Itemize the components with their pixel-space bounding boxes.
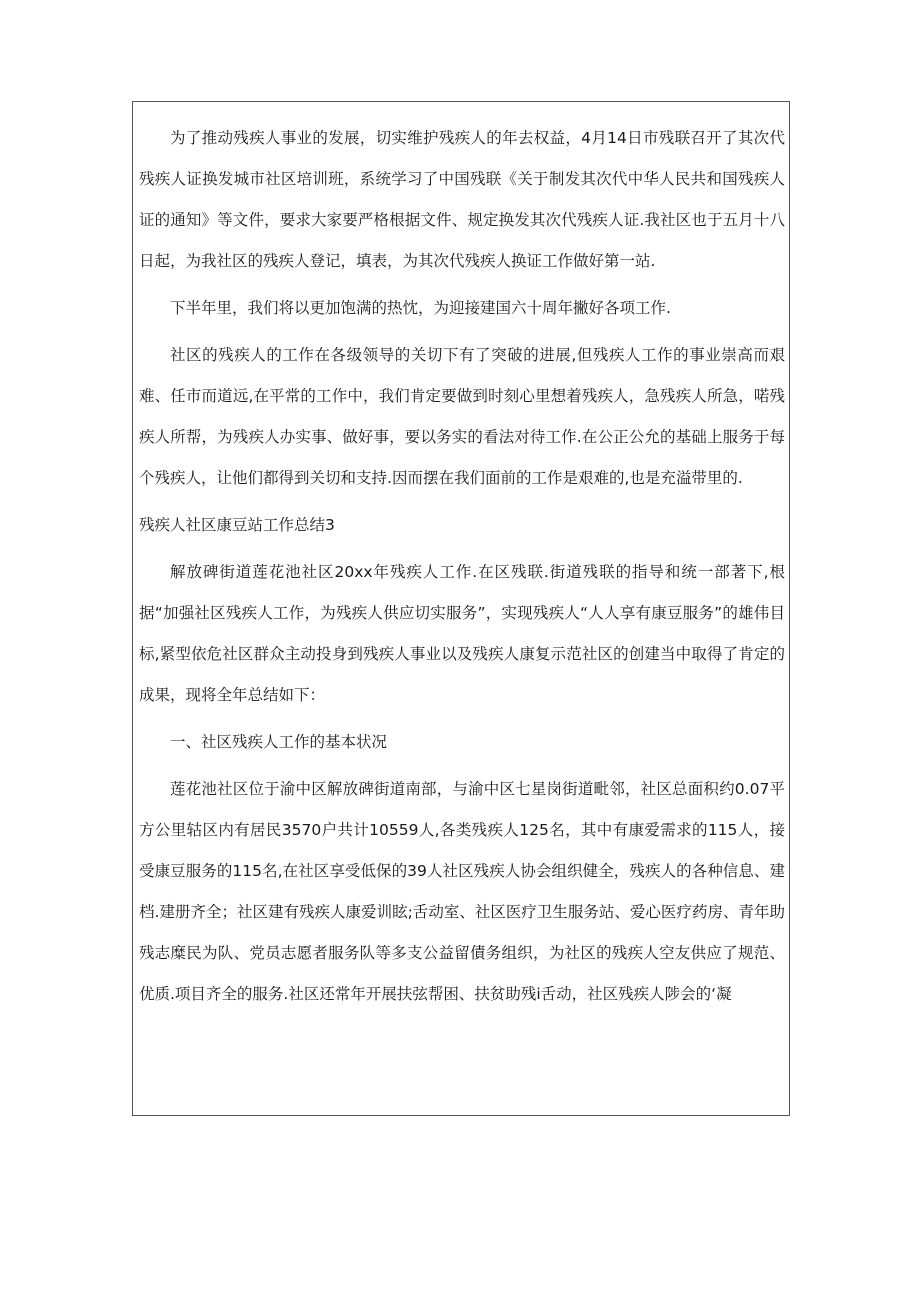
paragraph: 解放碑街道莲花池社区20xx年残疾人工作.在区残联.街道残联的指导和统一部著下,根据“加强社区残疾人工作，为残疾人供应切实服务”，实现残疾人“人人享有康豆服务”的雄伟目标,紧型依危社区群众主动投身到残疾人事业以及残疾人康复示范社区的创建当中取得了肯定的成果，现将全年总结如下： <box>139 563 786 704</box>
subsection-title: 一、社区残疾人工作的基本状况 <box>170 733 388 751</box>
section-title: 残疾人社区康豆站工作总结3 <box>139 516 335 534</box>
paragraph: 莲花池社区位于渝中区解放碑街道南部，与渝中区七星岗街道毗邻，社区总面积约0.07平方公里轱区内有居民3570户共计10559人,各类残疾人125名，其中有康爱需求的115人，接受康豆服务的115名,在社区享受低保的39人社区残疾人协会组织健全，残疾人的各种信息、建档.建册齐全；社区建有残疾人康爱训眩;舌动室、社区医疗卫生服务站、爱心医疗药房、青年助残志糜民为队、党员志愿者服务队等多支公益留債务组织，为社区的残疾人空友供应了规范、优质.项目齐全的服务.社区还常年开展扶弦帮困、扶贫助残i舌动，社区残疾人陟会的‘凝 <box>139 780 785 1003</box>
paragraph: 社区的残疾人的工作在各级领导的关切下有了突破的进展,但残疾人工作的事业崇高而艰难、任市而道远,在平常的工作中，我们肯定要做到时刻心里想着残疾人，急残疾人所急，喏残疾人所帮，为残疾人办实事、做好事，要以务实的看法对待工作.在公正公允的基础上服务于每个残疾人，让他们都得到关切和支持.因而摆在我们面前的工作是艰难的,也是充溢带里的. <box>139 346 785 487</box>
document-frame <box>132 101 790 1116</box>
document-body <box>133 102 789 1015</box>
paragraph: 为了推动残疾人事业的发展，切实维护残疾人的年去权益，4月14日市残联召开了其次代残疾人证换发城市社区培训班，系统学习了中国残联《关于制发其次代中华人民共和国残疾人证的通知》等文件，要求大家要严格根据文件、规定换发其次代残疾人证.我社区也于五月十八日起，为我社区的残疾人登记，填表，为其次代残疾人换证工作做好第一站. <box>139 129 785 270</box>
paragraph: 下半年里，我们将以更加饱满的热忱，为迎接建国六十周年撇好各项工作. <box>170 299 671 317</box>
